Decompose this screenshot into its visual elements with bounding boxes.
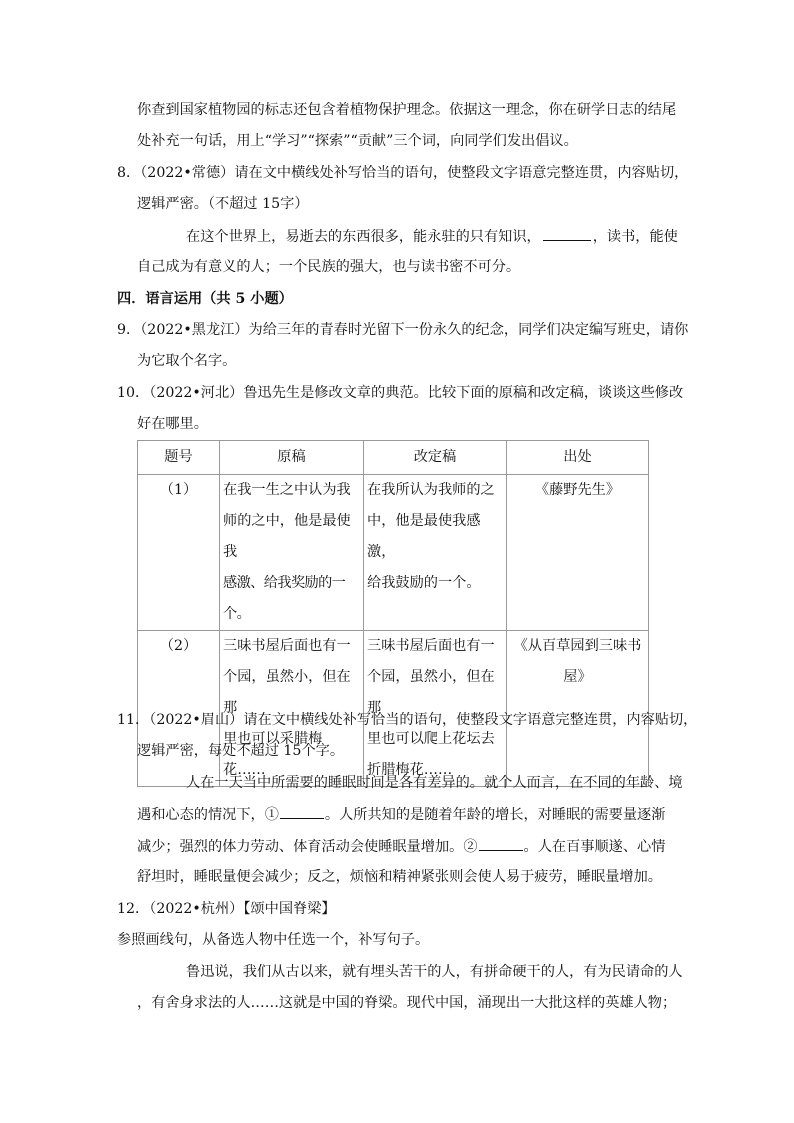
passage-text: 。人所共知的是随着年龄的增长，对睡眠的需要量逐渐: [324, 807, 666, 823]
cell-line: 里也可以采腊梅花……: [223, 731, 323, 778]
table-row: [138, 475, 649, 631]
cell-line: 个园，虽然小，但在那: [367, 669, 495, 716]
original-cell: [220, 631, 364, 787]
header-cell: 出处: [507, 441, 649, 475]
cell-line: 给我鼓励的一个。: [367, 575, 481, 591]
cell-line: 三味书屋后面也有一: [223, 638, 351, 654]
question-10-title: 10．（2022•河北）鲁迅先生是修改文章的典范。比较下面的原稿和改定稿，谈谈这些修改: [117, 385, 684, 401]
row-number: （1）: [138, 475, 220, 631]
cell-line: 折腊梅花……: [367, 762, 453, 778]
question-8-title: 8．（2022•常德）请在文中横线处补写恰当的语句，使整段文字语意完整连贯，内容贴切，: [117, 165, 689, 181]
answer-blank[interactable]: [543, 226, 591, 241]
question-10-title-cont: 好在哪里。: [137, 416, 208, 432]
cell-line: 《从百草园到三味书: [513, 638, 642, 654]
question-8-passage: [186, 226, 678, 247]
cell-line: 中，他是最使我感激，: [367, 513, 481, 560]
passage-text: 在这个世界上，易逝去的东西很多，能永驻的只有知识，: [186, 229, 541, 245]
answer-blank[interactable]: [479, 836, 523, 851]
question-12-title: 12．（2022•杭州）【颂中国脊梁】: [117, 901, 336, 917]
header-cell: 改定稿: [364, 441, 507, 475]
text-line: 你查到国家植物园的标志还包含着植物保护理念。依据这一理念，你在研学日志的结尾: [137, 102, 677, 118]
section-heading: 四．语言运用（共 5 小题）: [117, 291, 293, 307]
question-11-passage-cont: [137, 804, 665, 825]
header-cell: 题号: [138, 441, 220, 475]
cell-line: 《藤野先生》: [534, 482, 621, 498]
question-9-title: 9．（2022•黑龙江）为给三年的青春时光留下一份永久的纪念，同学们决定编写班史，请你: [117, 322, 689, 338]
revised-cell: [364, 631, 507, 787]
question-12-passage: 鲁迅说，我们从古以来，就有埋头苦干的人，有拼命硬干的人，有为民请命的人: [186, 964, 683, 980]
comparison-table: [137, 440, 649, 787]
table-row: [138, 631, 649, 787]
question-11-title-cont: 逻辑严密，每处不超过 15个字。: [137, 743, 345, 759]
cell-line: 在我所认为我师的之: [367, 482, 495, 498]
passage-text: 遇和心态的情况下，①: [137, 807, 279, 823]
question-9-title-cont: 为它取个名字。: [137, 353, 237, 369]
cell-line: 屋》: [563, 669, 592, 685]
passage-text: ，读书，能使: [592, 229, 678, 245]
cell-line: 三味书屋后面也有一: [367, 638, 495, 654]
cell-line: 在我一生之中认为我: [223, 482, 351, 498]
source-cell: [507, 475, 649, 631]
cell-line: 师的之中，他是最使我: [223, 513, 351, 560]
answer-blank[interactable]: [280, 804, 324, 819]
question-11-passage-cont: [137, 836, 665, 857]
question-8-passage-cont: 自己成为有意义的人；一个民族的强大，也与读书密不可分。: [137, 259, 521, 275]
question-11-title: 11．（2022•眉山）请在文中横线处补写恰当的语句，使整段文字语意完整连贯，内容贴切，: [117, 712, 698, 728]
cell-line: 里也可以爬上花坛去: [367, 731, 495, 747]
revised-cell: [364, 475, 507, 631]
passage-text: 减少；强烈的体力劳动、体育活动会使睡眠量增加。②: [137, 839, 478, 855]
header-cell: 原稿: [220, 441, 364, 475]
row-number: （2）: [138, 631, 220, 787]
text-line: 处补充一句话，用上“学习”“探索”“贡献”三个词，向同学们发出倡议。: [137, 133, 578, 149]
cell-line: 个园，虽然小，但在那: [223, 669, 351, 716]
table-header-row: [138, 441, 649, 475]
question-11-passage: 人在一天当中所需要的睡眠时间是各有差异的。就个人而言，在不同的年龄、境: [186, 775, 683, 791]
question-11-passage-cont: 舒坦时，睡眠量便会减少；反之，烦恼和精神紧张则会使人易于疲劳，睡眠量增加。: [137, 869, 662, 885]
source-cell: [507, 631, 649, 787]
question-12-passage-cont: ，有舍身求法的人……这就是中国的脊梁。现代中国，涌现出一大批这样的英雄人物；: [137, 995, 677, 1011]
question-12-instruction: 参照画线句，从备选人物中任选一个，补写句子。: [117, 932, 430, 948]
original-cell: [220, 475, 364, 631]
question-8-title-cont: 逻辑严密。（不超过 15字）: [137, 196, 309, 212]
passage-text: 。人在百事顺遂、心情: [523, 839, 666, 855]
cell-line: 感激、给我奖励的一个。: [223, 575, 346, 622]
